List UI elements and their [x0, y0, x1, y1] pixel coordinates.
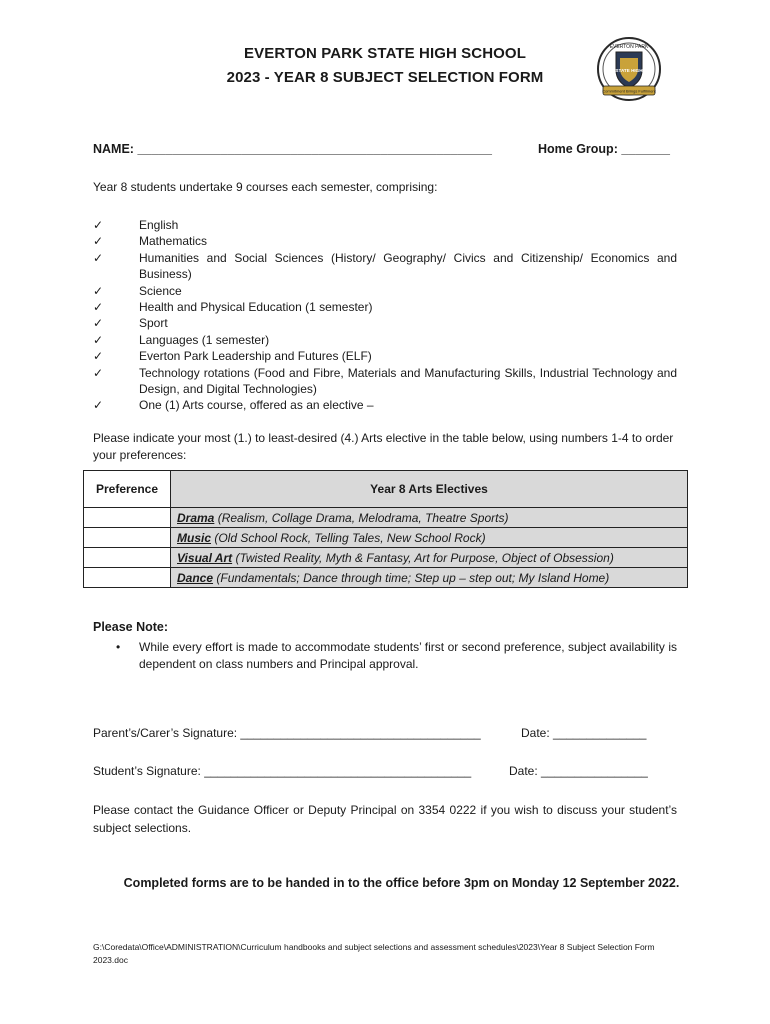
table-row — [84, 528, 688, 548]
elective-dance: Dance (Fundamentals; Dance through time; Step up – step out; My Island Home) — [171, 568, 688, 588]
preference-input-visual-art[interactable] — [84, 548, 171, 568]
school-crest-logo — [596, 36, 662, 102]
list-item: ✓ Technology rotations (Food and Fibre, Materials and Manufacturing Skills, Industrial Technology and Design, and Digital Technologies) — [93, 365, 677, 397]
table-row — [84, 568, 688, 588]
list-item: ✓ One (1) Arts course, offered as an elective – — [93, 398, 374, 413]
note-list — [93, 639, 677, 672]
document-file-path: G:\Coredata\Office\ADMINISTRATION\Curriculum handbooks and subject selections and assessment schedules\2023\Year 8 Subject Selection Form 2023.doc — [93, 942, 655, 965]
parent-signature-field[interactable]: Parent’s/Carer’s Signature: ____________________________________ — [93, 726, 481, 740]
check-icon: ✓ — [93, 365, 104, 380]
list-item: ✓ Humanities and Social Sciences (History/ Geography/ Civics and Citizenship/ Economics and Business) — [93, 250, 677, 282]
check-icon: ✓ — [93, 332, 104, 347]
student-date-field[interactable]: Date: ________________ — [509, 764, 648, 778]
school-name: EVERTON PARK STATE HIGH SCHOOL — [244, 45, 526, 62]
table-header-row — [84, 471, 688, 508]
preference-input-music[interactable] — [84, 528, 171, 548]
check-icon: ✓ — [93, 398, 104, 413]
check-icon: ✓ — [93, 300, 104, 315]
list-item: ✓ Sport — [93, 316, 168, 331]
elective-drama: Drama (Realism, Collage Drama, Melodrama, Theatre Sports) — [171, 508, 688, 528]
table-row — [84, 548, 688, 568]
preference-instructions: Please indicate your most (1.) to least-desired (4.) Arts elective in the table below, using numbers 1-4 to order your preferences: — [93, 431, 674, 462]
svg-text:STATE HIGH: STATE HIGH — [615, 68, 643, 73]
check-icon: ✓ — [93, 234, 104, 249]
elective-music: Music (Old School Rock, Telling Tales, New School Rock) — [171, 528, 688, 548]
bullet-icon: • — [116, 640, 121, 654]
check-icon: ✓ — [93, 283, 104, 298]
parent-signature-row — [93, 726, 653, 740]
note-title: Please Note: — [93, 620, 169, 634]
list-item: ✓ Languages (1 semester) — [93, 332, 270, 347]
svg-text:EVERTON PARK: EVERTON PARK — [609, 44, 649, 50]
course-list — [93, 217, 677, 414]
svg-text:Commitment Brings Fulfilment: Commitment Brings Fulfilment — [602, 88, 656, 94]
preference-input-drama[interactable] — [84, 508, 171, 528]
parent-date-field[interactable]: Date: ______________ — [521, 726, 647, 740]
list-item: ✓ Science — [93, 283, 182, 298]
student-signature-row — [93, 764, 653, 778]
form-title: 2023 - YEAR 8 SUBJECT SELECTION FORM — [226, 69, 544, 86]
contact-paragraph: Please contact the Guidance Officer or Deputy Principal on 3354 0222 if you wish to discuss your student’s subject selections. — [93, 803, 677, 835]
list-item: ✓ English — [93, 218, 179, 232]
list-item: • While every effort is made to accommodate students’ first or second preference, subject availability is dependent on class numbers and Principal approval. — [116, 640, 677, 671]
check-icon: ✓ — [93, 349, 104, 364]
home-group-field[interactable]: Home Group: _______ — [538, 142, 670, 156]
check-icon: ✓ — [93, 316, 104, 331]
check-icon: ✓ — [93, 250, 104, 265]
courses-intro: Year 8 students undertake 9 courses each semester, comprising: — [93, 180, 438, 194]
submission-deadline: Completed forms are to be handed in to the office before 3pm on Monday 12 September 2022. — [123, 876, 680, 890]
list-item: ✓ Everton Park Leadership and Futures (ELF) — [93, 349, 372, 364]
arts-electives-table — [83, 470, 688, 588]
table-row — [84, 508, 688, 528]
list-item: ✓ Mathematics — [93, 234, 208, 249]
name-field[interactable]: NAME: ___________________________________________________ — [93, 142, 492, 156]
elective-visual-art: Visual Art (Twisted Reality, Myth & Fantasy, Art for Purpose, Object of Obsession) — [171, 548, 688, 568]
list-item: ✓ Health and Physical Education (1 semester) — [93, 300, 373, 315]
student-signature-field[interactable]: Student’s Signature: ________________________________________ — [93, 764, 472, 778]
electives-column-header: Year 8 Arts Electives — [171, 471, 688, 508]
check-icon: ✓ — [93, 218, 104, 232]
student-details-row — [93, 142, 683, 156]
preference-column-header: Preference — [84, 471, 171, 508]
preference-input-dance[interactable] — [84, 568, 171, 588]
